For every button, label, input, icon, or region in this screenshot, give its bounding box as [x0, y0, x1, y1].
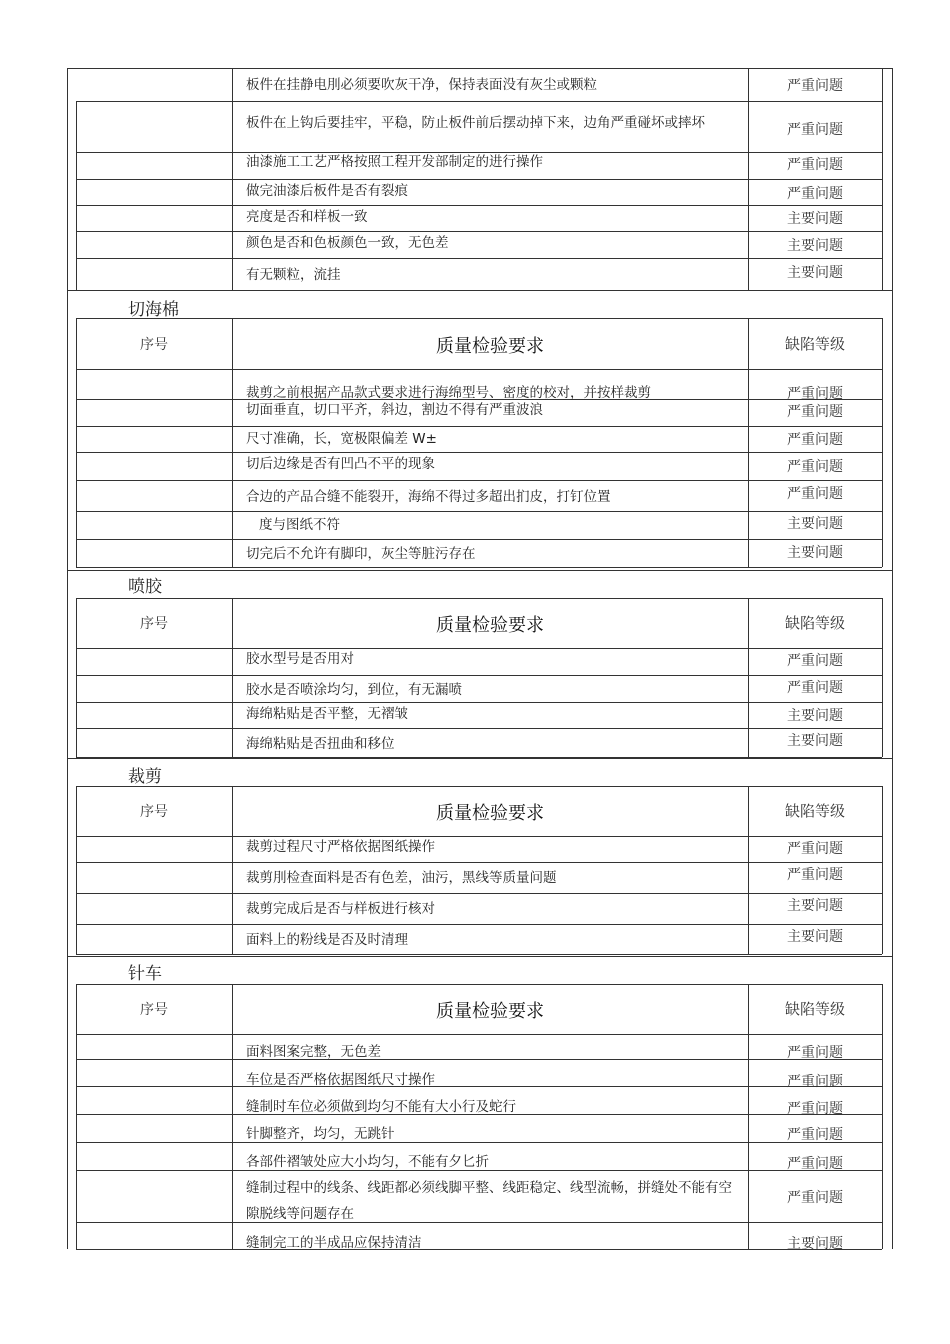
- col-right-border: [882, 68, 883, 290]
- header-no: 序号: [140, 336, 168, 353]
- requirement-text: 裁剪之前根据产品款式要求进行海绵型号、密度的校对，并按样裁剪: [246, 385, 651, 401]
- requirement-text: 海绵粘贴是否扭曲和移位: [246, 736, 395, 752]
- defect-level: 严重问题: [787, 78, 843, 94]
- row-border: [76, 452, 882, 453]
- defect-level: 主要问题: [787, 545, 843, 561]
- requirement-text: 车位是否严格依据图纸尺寸操作: [246, 1072, 435, 1088]
- defect-level: 严重问题: [787, 1074, 843, 1090]
- section-title: 裁剪: [128, 767, 162, 787]
- row-border: [76, 369, 882, 370]
- header-requirement: 质量检验要求: [436, 1001, 544, 1022]
- section-title: 喷胶: [128, 577, 162, 597]
- header-requirement: 质量检验要求: [436, 335, 544, 357]
- section-separator: [67, 290, 893, 291]
- row-border: [76, 205, 882, 206]
- defect-level: 主要问题: [787, 1236, 843, 1252]
- defect-level: 严重问题: [787, 432, 843, 448]
- header-no: 序号: [140, 804, 168, 820]
- header-level: 缺陷等级: [784, 802, 845, 820]
- defect-level: 严重问题: [787, 459, 843, 475]
- header-top-border: [76, 598, 882, 599]
- header-top-border: [76, 318, 882, 319]
- requirement-text: 面料上的粉线是否及时清理: [246, 932, 408, 948]
- row-border: [76, 702, 882, 703]
- row-border: [76, 862, 882, 863]
- defect-level: 严重问题: [787, 122, 843, 138]
- row-border: [76, 480, 882, 481]
- col-right-border: [882, 598, 883, 757]
- col-right-border: [882, 318, 883, 567]
- section-separator: [67, 570, 893, 571]
- defect-level: 主要问题: [787, 265, 843, 281]
- section-title: 针车: [128, 964, 162, 984]
- header-requirement: 质量检验要求: [436, 803, 544, 824]
- requirement-text: 裁剪过程尺寸严格依据图纸操作: [246, 839, 435, 855]
- col-divider-requirement: [232, 786, 233, 954]
- requirement-text: 合边的产品合缝不能裂开，海绵不得过多超出扪皮，打钉位置: [246, 489, 611, 505]
- row-border: [76, 179, 882, 180]
- row-border: [76, 231, 882, 232]
- requirement-text: 亮度是否和样板一致: [246, 209, 368, 225]
- defect-level: 严重问题: [787, 1045, 843, 1061]
- requirement-text: 缝制时车位必须做到均匀不能有大小行及蛇行: [246, 1099, 516, 1115]
- defect-level: 严重问题: [787, 680, 843, 696]
- defect-level: 严重问题: [787, 1101, 843, 1117]
- row-border: [76, 924, 882, 925]
- requirement-text: 裁剪完成后是否与样板进行核对: [246, 901, 435, 917]
- defect-level: 严重问题: [787, 867, 843, 883]
- requirement-text: 各部件褶皱处应大小均匀，不能有夕匕折: [246, 1154, 489, 1170]
- requirement-text: 缝制过程中的线条、线距都必须线脚平整、线距稳定、线型流畅，拼缝处不能有空隙脱线等问题存在: [246, 1180, 732, 1222]
- requirement-text: 油漆施工工艺严格按照工程开发部制定的进行操作: [246, 154, 543, 170]
- requirement-text: 缝制完工的半成品应保持清洁: [246, 1235, 422, 1251]
- defect-level: 严重问题: [787, 653, 843, 669]
- col-left-border: [76, 786, 77, 954]
- header-top-border: [76, 984, 882, 985]
- requirement-text: 颜色是否和色板颜色一致，无色差: [246, 235, 449, 251]
- row-border: [76, 1034, 882, 1035]
- row-border: [76, 893, 882, 894]
- defect-level: 主要问题: [787, 733, 843, 749]
- row-border: [76, 101, 882, 102]
- requirement-text: 尺寸准确，长，宽极限偏差 W±: [246, 431, 437, 447]
- header-level: 缺陷等级: [784, 614, 845, 632]
- requirement-text: 板件在上钩后要挂牢，平稳，防止板件前后摆动掉下来，边角严重碰坏或摔坏: [246, 115, 705, 131]
- header-top-border: [76, 786, 882, 787]
- requirement-text: 切面垂直，切口平齐，斜边，割边不得有严重波浪: [246, 402, 543, 418]
- row-border: [76, 511, 882, 512]
- col-right-border: [882, 786, 883, 954]
- col-right-border: [882, 984, 883, 1249]
- row-border: [76, 836, 882, 837]
- requirement-text: 有无颗粒，流挂: [246, 267, 341, 283]
- requirement-text: 做完油漆后板件是否有裂痕: [246, 183, 408, 199]
- row-border: [76, 426, 882, 427]
- requirement-text: 胶水是否喷涂均匀，到位，有无漏喷: [246, 682, 462, 698]
- requirement-text: 切后边缘是否有凹凸不平的现象: [246, 456, 435, 472]
- header-no: 序号: [140, 616, 168, 632]
- defect-level: 主要问题: [787, 211, 843, 227]
- table-top-border: [67, 68, 893, 69]
- defect-level: 严重问题: [787, 386, 843, 402]
- requirement-text: 板件在挂静电刖必须要吹灰干净，保持表面没有灰尘或颗粒: [246, 77, 597, 93]
- defect-level: 主要问题: [787, 929, 843, 945]
- requirement-text: 胶水型号是否用对: [246, 651, 354, 667]
- defect-level: 严重问题: [787, 186, 843, 202]
- defect-level: 严重问题: [787, 1127, 843, 1143]
- col-left-border: [76, 984, 77, 1249]
- header-level: 缺陷等级: [784, 1000, 845, 1018]
- requirement-text: 度与图纸不符: [259, 517, 340, 533]
- defect-level: 严重问题: [787, 1190, 843, 1206]
- row-border: [76, 648, 882, 649]
- defect-level: 主要问题: [787, 708, 843, 724]
- col-divider-requirement: [232, 598, 233, 757]
- defect-level: 严重问题: [787, 1156, 843, 1172]
- col-left-border: [76, 598, 77, 757]
- requirement-text: 面料图案完整，无色差: [246, 1044, 381, 1060]
- col-left-border: [76, 101, 77, 290]
- defect-level: 严重问题: [787, 404, 843, 420]
- section-separator: [67, 956, 893, 957]
- row-border: [76, 567, 882, 568]
- defect-level: 严重问题: [787, 486, 843, 502]
- col-left-border: [76, 318, 77, 567]
- row-border: [76, 539, 882, 540]
- row-border: [76, 728, 882, 729]
- row-border: [76, 954, 882, 955]
- defect-level: 严重问题: [787, 157, 843, 173]
- section-separator: [67, 758, 893, 759]
- defect-level: 严重问题: [787, 841, 843, 857]
- row-border: [76, 675, 882, 676]
- section-title: 切海棉: [128, 300, 179, 320]
- defect-level: 主要问题: [787, 898, 843, 914]
- requirement-text: 裁剪刖检查面料是否有色差，油污，黑线等质量问题: [246, 870, 557, 886]
- row-border: [76, 258, 882, 259]
- header-no: 序号: [140, 1002, 168, 1018]
- col-divider-requirement: [232, 318, 233, 567]
- header-level: 缺陷等级: [784, 334, 845, 353]
- requirement-text: 针脚整齐，均匀，无跳针: [246, 1126, 395, 1142]
- col-divider-requirement: [232, 984, 233, 1249]
- requirement-text: 切完后不允许有脚印，灰尘等脏污存在: [246, 546, 476, 562]
- defect-level: 主要问题: [787, 238, 843, 254]
- requirement-text: 海绵粘贴是否平整，无褶皱: [246, 706, 408, 722]
- header-requirement: 质量检验要求: [436, 615, 544, 636]
- defect-level: 主要问题: [787, 516, 843, 532]
